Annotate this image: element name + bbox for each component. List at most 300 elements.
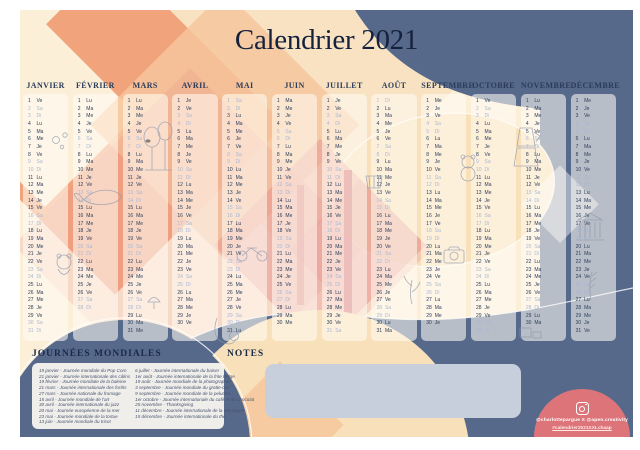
day-row (277, 198, 317, 206)
day-number: 4 (177, 121, 181, 128)
day-row (277, 136, 317, 144)
day-abbreviation: Sa (285, 182, 292, 189)
day-abbreviation: Sa (434, 174, 441, 181)
day-number: 22 (525, 259, 532, 266)
day-number: 14 (326, 197, 333, 204)
day-number: 30 (127, 320, 134, 327)
day-abbreviation: Lu (534, 98, 540, 104)
day-row (327, 113, 367, 121)
day-row (28, 159, 68, 167)
day-abbreviation: Je (584, 105, 590, 112)
day-row (426, 267, 466, 275)
day-number: 2 (227, 105, 230, 112)
day-number: 29 (177, 312, 183, 319)
day-abbreviation: Sa (86, 243, 93, 250)
day-row (78, 167, 118, 175)
day-number: 3 (326, 113, 330, 120)
day-abbreviation: Sa (36, 213, 43, 220)
day-abbreviation: Di (335, 228, 340, 235)
day-number: 27 (127, 297, 134, 304)
day-abbreviation: Sa (335, 274, 342, 281)
day-number: 23 (77, 266, 84, 273)
day-number: 16 (426, 213, 432, 220)
day-abbreviation: Ve (36, 205, 43, 212)
day-abbreviation: Lu (235, 274, 242, 281)
day-number: 23 (127, 266, 134, 273)
day-row (476, 297, 516, 305)
day-number: 7 (326, 144, 330, 151)
day-abbreviation: Me (285, 320, 293, 327)
day-number: 16 (476, 213, 482, 220)
day-row (526, 129, 566, 137)
day-abbreviation: Me (86, 113, 94, 120)
day-abbreviation: Lu (136, 312, 142, 319)
day-abbreviation: Lu (235, 113, 242, 120)
day-number: 23 (326, 266, 333, 273)
day-row (327, 190, 367, 198)
day-abbreviation: Sa (185, 113, 192, 120)
day-abbreviation: Je (384, 128, 391, 135)
day-row (327, 305, 367, 313)
day-row (28, 190, 68, 198)
day-row (177, 182, 217, 190)
day-row (426, 313, 466, 321)
months-row (23, 73, 621, 341)
day-number: 10 (426, 167, 432, 174)
day-abbreviation: Sa (285, 236, 292, 243)
day-row (277, 236, 317, 244)
day-abbreviation: Me (584, 205, 592, 212)
day-row (128, 121, 168, 129)
day-row (526, 167, 566, 175)
day-number: 4 (127, 121, 131, 128)
day-number: 16 (376, 213, 383, 220)
day-number: 23 (376, 266, 383, 273)
day-abbreviation: Ve (335, 320, 342, 327)
day-abbreviation: Lu (584, 243, 590, 250)
day-abbreviation: Sa (584, 282, 591, 289)
day-row (227, 113, 267, 121)
day-abbreviation: Sa (285, 289, 292, 296)
day-number: 16 (575, 213, 582, 220)
day-row (426, 305, 466, 313)
day-row (28, 244, 68, 252)
day-abbreviation: Ma (185, 136, 193, 143)
day-number: 31 (326, 328, 333, 335)
day-abbreviation: Ma (185, 243, 193, 250)
day-abbreviation: Ve (185, 159, 192, 166)
day-row (327, 106, 367, 114)
day-row (327, 251, 367, 259)
day-number: 22 (28, 259, 34, 266)
day-row (576, 136, 616, 144)
day-number: 30 (326, 320, 333, 327)
day-abbreviation: Ve (434, 167, 441, 174)
day-number: 31 (28, 328, 34, 335)
day-abbreviation: Sa (384, 305, 392, 312)
day-row (426, 159, 466, 167)
day-number: 21 (525, 251, 532, 258)
day-abbreviation: Me (534, 167, 542, 174)
day-number: 23 (525, 266, 532, 273)
day-row (277, 182, 317, 190)
day-abbreviation: Lu (384, 266, 391, 273)
day-number: 21 (426, 251, 432, 258)
day-row (476, 236, 516, 244)
day-abbreviation: Di (185, 228, 191, 235)
day-abbreviation: Ve (384, 297, 391, 304)
day-row (426, 175, 466, 183)
day-abbreviation: Ve (335, 105, 342, 112)
day-abbreviation: Ve (136, 128, 142, 135)
day-abbreviation: Lu (335, 236, 341, 243)
world-day-item: 9 septembre - Journée mondiale de la peluche (135, 390, 230, 396)
day-number: 14 (28, 197, 34, 204)
day-number: 1 (77, 98, 81, 104)
day-row (476, 274, 516, 282)
day-abbreviation: Ve (534, 182, 541, 189)
day-number: 24 (276, 274, 283, 281)
day-row (177, 251, 217, 259)
day-abbreviation: Ma (36, 236, 44, 243)
day-number: 11 (28, 174, 34, 181)
day-row (78, 297, 118, 305)
day-row (526, 320, 566, 328)
day-row (476, 213, 516, 221)
day-row (327, 167, 367, 175)
world-day-item: 27 mars - Journée nationale du fromage (39, 390, 121, 396)
day-abbreviation: Lu (384, 159, 391, 166)
day-abbreviation: Lu (584, 297, 590, 304)
day-number: 13 (575, 190, 582, 197)
day-row (576, 251, 616, 259)
month-label-decembre: DÉCEMBRE (570, 81, 621, 90)
day-row (376, 98, 416, 106)
day-number: 9 (525, 159, 529, 166)
day-abbreviation: Ma (136, 320, 144, 327)
day-number: 24 (575, 274, 582, 281)
day-abbreviation: Ma (36, 128, 44, 135)
day-number: 27 (426, 297, 432, 304)
day-abbreviation: Sa (484, 266, 491, 273)
day-number: 13 (227, 190, 233, 197)
day-number: 12 (227, 182, 233, 189)
day-abbreviation: Je (534, 282, 540, 289)
day-abbreviation: Di (384, 98, 390, 104)
month-panel-avril (172, 94, 217, 341)
day-abbreviation: Lu (36, 174, 43, 181)
day-abbreviation: Lu (484, 228, 491, 235)
month-panel-novembre (521, 94, 566, 341)
day-number: 30 (276, 320, 283, 327)
day-row (327, 274, 367, 282)
day-abbreviation: Ma (285, 259, 293, 266)
day-number: 7 (227, 144, 230, 151)
day-number: 6 (127, 136, 131, 143)
day-abbreviation: Je (285, 167, 291, 174)
day-number: 15 (177, 205, 183, 212)
day-abbreviation: Me (86, 167, 94, 174)
day-abbreviation: Me (235, 236, 243, 243)
day-number: 17 (227, 220, 233, 227)
day-abbreviation: Di (86, 144, 92, 151)
day-abbreviation: Sa (384, 251, 392, 258)
day-number: 5 (28, 128, 31, 135)
day-abbreviation: Lu (86, 98, 92, 104)
day-abbreviation: Me (434, 151, 442, 158)
day-row (277, 267, 317, 275)
day-abbreviation: Je (136, 174, 142, 181)
day-number: 7 (476, 144, 479, 151)
day-abbreviation: Je (185, 151, 192, 158)
day-row (277, 144, 317, 152)
month-panel-janvier (23, 94, 68, 341)
day-row (227, 297, 267, 305)
day-number: 19 (326, 236, 333, 243)
day-abbreviation: Ve (235, 144, 242, 151)
day-abbreviation: Sa (434, 121, 441, 128)
day-number: 28 (426, 305, 432, 312)
day-abbreviation: Je (235, 190, 241, 197)
day-number: 17 (77, 220, 84, 227)
month-panel-fevrier (73, 94, 118, 341)
day-row (177, 213, 217, 221)
day-number: 8 (28, 151, 31, 158)
day-row (128, 129, 168, 137)
day-number: 19 (227, 236, 233, 243)
day-abbreviation: Lu (384, 320, 391, 327)
day-abbreviation: Je (335, 259, 341, 266)
day-number: 24 (525, 274, 532, 281)
day-number: 26 (476, 289, 482, 296)
day-number: 15 (426, 205, 432, 212)
day-row (376, 136, 416, 144)
day-number: 7 (575, 144, 579, 151)
day-abbreviation: Ve (235, 197, 242, 204)
day-abbreviation: Di (235, 266, 241, 273)
day-row (476, 313, 516, 321)
day-abbreviation: Ma (335, 190, 343, 197)
day-abbreviation: Lu (136, 151, 142, 158)
day-row (376, 205, 416, 213)
day-number: 4 (77, 121, 81, 128)
day-row (576, 175, 616, 183)
day-row (327, 267, 367, 275)
day-number: 11 (476, 174, 482, 181)
day-abbreviation: Ve (335, 159, 342, 166)
day-number: 5 (177, 128, 181, 135)
day-abbreviation: Sa (434, 228, 441, 235)
day-number: 6 (575, 136, 579, 143)
day-number: 22 (227, 259, 233, 266)
day-number: 1 (177, 98, 181, 104)
day-row (177, 98, 217, 106)
day-number: 12 (276, 182, 283, 189)
day-row (28, 106, 68, 114)
day-row (526, 267, 566, 275)
day-row (177, 198, 217, 206)
day-row (426, 251, 466, 259)
day-abbreviation: Ma (484, 289, 492, 296)
day-abbreviation: Je (86, 282, 92, 289)
day-abbreviation: Me (534, 274, 542, 281)
day-number: 21 (28, 251, 34, 258)
day-row (227, 213, 267, 221)
day-row (177, 236, 217, 244)
day-number: 31 (575, 328, 582, 335)
day-row (277, 274, 317, 282)
day-abbreviation: Sa (136, 136, 143, 143)
day-row (526, 198, 566, 206)
day-row (526, 159, 566, 167)
day-number: 29 (326, 312, 333, 319)
day-row (227, 244, 267, 252)
day-row (376, 221, 416, 229)
day-abbreviation: Ma (484, 128, 492, 135)
day-row (277, 213, 317, 221)
day-abbreviation: Di (534, 251, 540, 258)
day-row (177, 167, 217, 175)
day-abbreviation: Ma (235, 282, 243, 289)
day-number: 12 (177, 182, 183, 189)
day-abbreviation: Di (36, 167, 42, 174)
day-row (476, 167, 516, 175)
world-day-item: 15 avril - Journée mondiale de l'art (39, 396, 110, 402)
day-abbreviation: Je (235, 243, 241, 250)
day-abbreviation: Ma (335, 297, 343, 304)
day-number: 2 (276, 105, 280, 112)
day-number: 1 (476, 98, 479, 104)
day-number: 18 (376, 228, 383, 235)
instagram-icon-dot (585, 404, 586, 405)
day-number: 27 (28, 297, 34, 304)
day-abbreviation: Je (584, 159, 590, 166)
day-number: 12 (127, 182, 134, 189)
day-row (476, 267, 516, 275)
day-row (576, 98, 616, 106)
day-abbreviation: Ve (136, 236, 142, 243)
day-number: 18 (127, 228, 134, 235)
day-abbreviation: Lu (384, 105, 391, 112)
day-abbreviation: Ma (285, 98, 293, 104)
day-number: 26 (77, 289, 84, 296)
day-number: 30 (227, 320, 233, 327)
day-row (526, 259, 566, 267)
day-row (28, 313, 68, 321)
day-abbreviation: Sa (235, 312, 242, 319)
day-row (28, 167, 68, 175)
day-row (327, 282, 367, 290)
day-number: 26 (127, 289, 134, 296)
day-abbreviation: Ma (136, 213, 144, 220)
day-number: 6 (177, 136, 181, 143)
day-row (526, 205, 566, 213)
day-row (376, 152, 416, 160)
day-abbreviation: Je (86, 121, 92, 128)
day-row (227, 129, 267, 137)
day-row (28, 113, 68, 121)
day-abbreviation: Ve (86, 289, 93, 296)
day-abbreviation: Ma (136, 105, 144, 112)
day-row (128, 251, 168, 259)
day-abbreviation: Ma (384, 220, 392, 227)
day-row (426, 221, 466, 229)
day-row (128, 205, 168, 213)
day-row (78, 282, 118, 290)
day-number: 14 (127, 197, 134, 204)
day-row (426, 213, 466, 221)
day-abbreviation: Lu (384, 213, 391, 220)
day-row (476, 320, 516, 328)
day-number: 15 (476, 205, 482, 212)
day-number: 17 (525, 220, 532, 227)
day-row (576, 190, 616, 198)
world-day-item: 30 avril - Journée internationale du jazz (39, 402, 120, 408)
day-abbreviation: Ve (484, 98, 491, 104)
day-abbreviation: Ve (185, 320, 192, 327)
day-row (227, 313, 267, 321)
day-row (376, 129, 416, 137)
day-number: 30 (575, 320, 582, 327)
day-abbreviation: Je (484, 197, 490, 204)
day-number: 4 (376, 121, 380, 128)
day-row (128, 259, 168, 267)
month-panel-juin (272, 94, 317, 341)
day-row (526, 98, 566, 106)
day-number: 1 (575, 98, 579, 104)
day-row (78, 136, 118, 144)
day-number: 28 (276, 305, 283, 312)
day-number: 6 (276, 136, 280, 143)
day-number: 24 (77, 274, 84, 281)
day-abbreviation: Di (136, 197, 141, 204)
day-number: 13 (476, 190, 482, 197)
day-abbreviation: Di (285, 297, 291, 304)
day-number: 14 (426, 197, 432, 204)
day-row (128, 175, 168, 183)
day-abbreviation: Lu (235, 167, 242, 174)
day-row (376, 213, 416, 221)
day-row (128, 106, 168, 114)
day-abbreviation: Sa (384, 197, 392, 204)
day-abbreviation: Je (434, 159, 441, 166)
day-number: 26 (426, 289, 432, 296)
day-number: 15 (376, 205, 383, 212)
day-row (128, 98, 168, 106)
day-row (128, 136, 168, 144)
day-number: 5 (276, 128, 280, 135)
day-number: 9 (177, 159, 181, 166)
day-abbreviation: Me (434, 98, 442, 104)
day-abbreviation: Ma (185, 190, 193, 197)
day-row (576, 221, 616, 229)
day-abbreviation: Je (384, 236, 391, 243)
day-number: 11 (575, 174, 581, 181)
day-abbreviation: Lu (434, 297, 441, 304)
day-row (277, 190, 317, 198)
day-row (576, 297, 616, 305)
day-number: 15 (525, 205, 532, 212)
day-abbreviation: Ma (185, 297, 193, 304)
day-number: 30 (177, 320, 183, 327)
day-row (327, 236, 367, 244)
day-row (227, 136, 267, 144)
day-abbreviation: Di (235, 105, 241, 112)
day-number: 24 (476, 274, 482, 281)
day-abbreviation: Sa (235, 259, 242, 266)
day-abbreviation: Je (36, 305, 42, 312)
day-row (177, 244, 217, 252)
